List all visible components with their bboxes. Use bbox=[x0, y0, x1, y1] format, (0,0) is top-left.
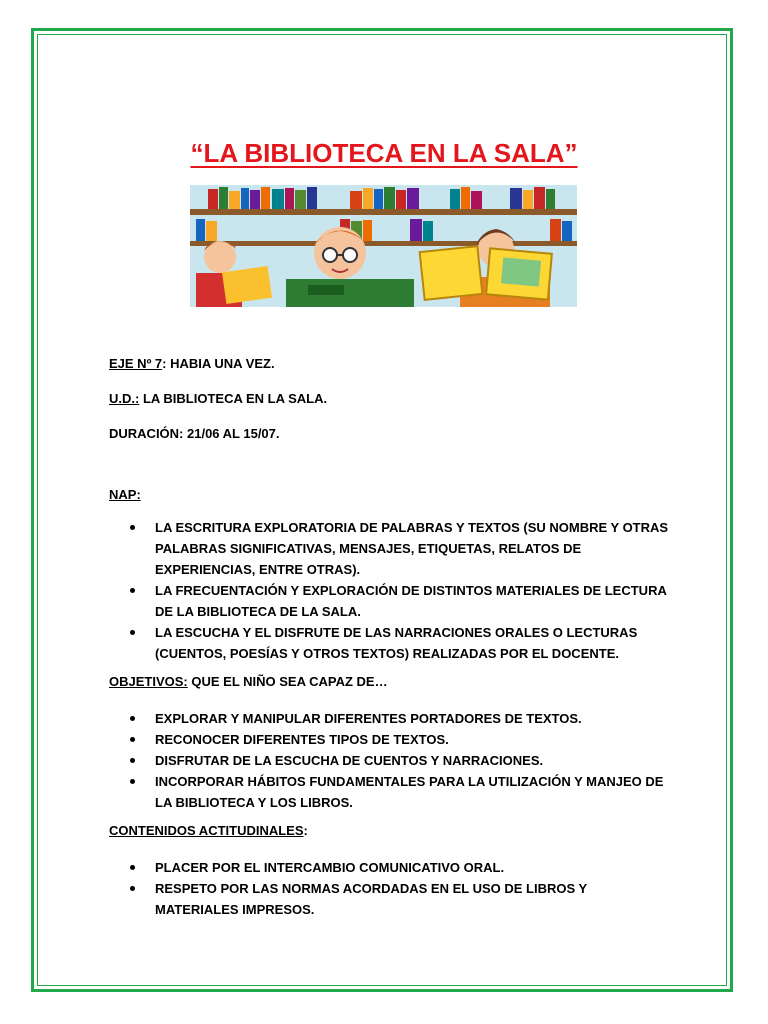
objetivos-list bbox=[109, 708, 669, 813]
list-item: EXPLORAR Y MANIPULAR DIFERENTES PORTADORES DE TEXTOS. bbox=[109, 708, 669, 729]
list-item: RESPETO POR LAS NORMAS ACORDADAS EN EL USO DE LIBROS Y MATERIALES IMPRESOS. bbox=[109, 878, 669, 920]
contenidos-colon: : bbox=[303, 823, 308, 838]
nap-heading: NAP: bbox=[109, 487, 141, 502]
contenidos-list bbox=[109, 857, 669, 920]
ud-label: U.D.: bbox=[109, 391, 140, 406]
list-item: INCORPORAR HÁBITOS FUNDAMENTALES PARA LA UTILIZACIÓN Y MANJEO DE LA BIBLIOTECA Y LOS LIBROS. bbox=[109, 771, 669, 813]
eje-label: EJE Nº 7 bbox=[109, 356, 163, 371]
nap-list bbox=[109, 517, 669, 664]
list-item: PLACER POR EL INTERCAMBIO COMUNICATIVO ORAL. bbox=[109, 857, 669, 878]
list-item: LA ESCRITURA EXPLORATORIA DE PALABRAS Y TEXTOS (SU NOMBRE Y OTRAS PALABRAS SIGNIFICATIVAS, MENSAJES, ETIQUETAS, RELATOS DE EXPERIENCIAS, ENTRE OTRAS). bbox=[109, 517, 669, 580]
contenidos-line bbox=[109, 823, 308, 838]
ud-value: LA BIBLIOTECA EN LA SALA. bbox=[139, 391, 328, 406]
children-reading-library-illustration bbox=[190, 185, 577, 307]
objetivos-intro: QUE EL NIÑO SEA CAPAZ DE… bbox=[187, 674, 388, 689]
page-border-inner bbox=[37, 34, 727, 986]
contenidos-heading: CONTENIDOS ACTITUDINALES bbox=[109, 823, 304, 838]
list-item: RECONOCER DIFERENTES TIPOS DE TEXTOS. bbox=[109, 729, 669, 750]
objetivos-heading: OBJETIVOS: bbox=[109, 674, 188, 689]
duracion-line: DURACIÓN: 21/06 AL 15/07. bbox=[109, 426, 280, 441]
eje-value: : HABIA UNA VEZ. bbox=[162, 356, 275, 371]
objetivos-line bbox=[109, 674, 388, 689]
eje-line bbox=[109, 356, 275, 371]
list-item: DISFRUTAR DE LA ESCUCHA DE CUENTOS Y NARRACIONES. bbox=[109, 750, 669, 771]
list-item: LA FRECUENTACIÓN Y EXPLORACIÓN DE DISTINTOS MATERIALES DE LECTURA DE LA BIBLIOTECA DE LA SALA. bbox=[109, 580, 669, 622]
list-item: LA ESCUCHA Y EL DISFRUTE DE LAS NARRACIONES ORALES O LECTURAS (CUENTOS, POESÍAS Y OTROS TEXTOS) REALIZADAS POR EL DOCENTE. bbox=[109, 622, 669, 664]
ud-line bbox=[109, 391, 327, 406]
page-title: “LA BIBLIOTECA EN LA SALA” bbox=[190, 138, 578, 168]
